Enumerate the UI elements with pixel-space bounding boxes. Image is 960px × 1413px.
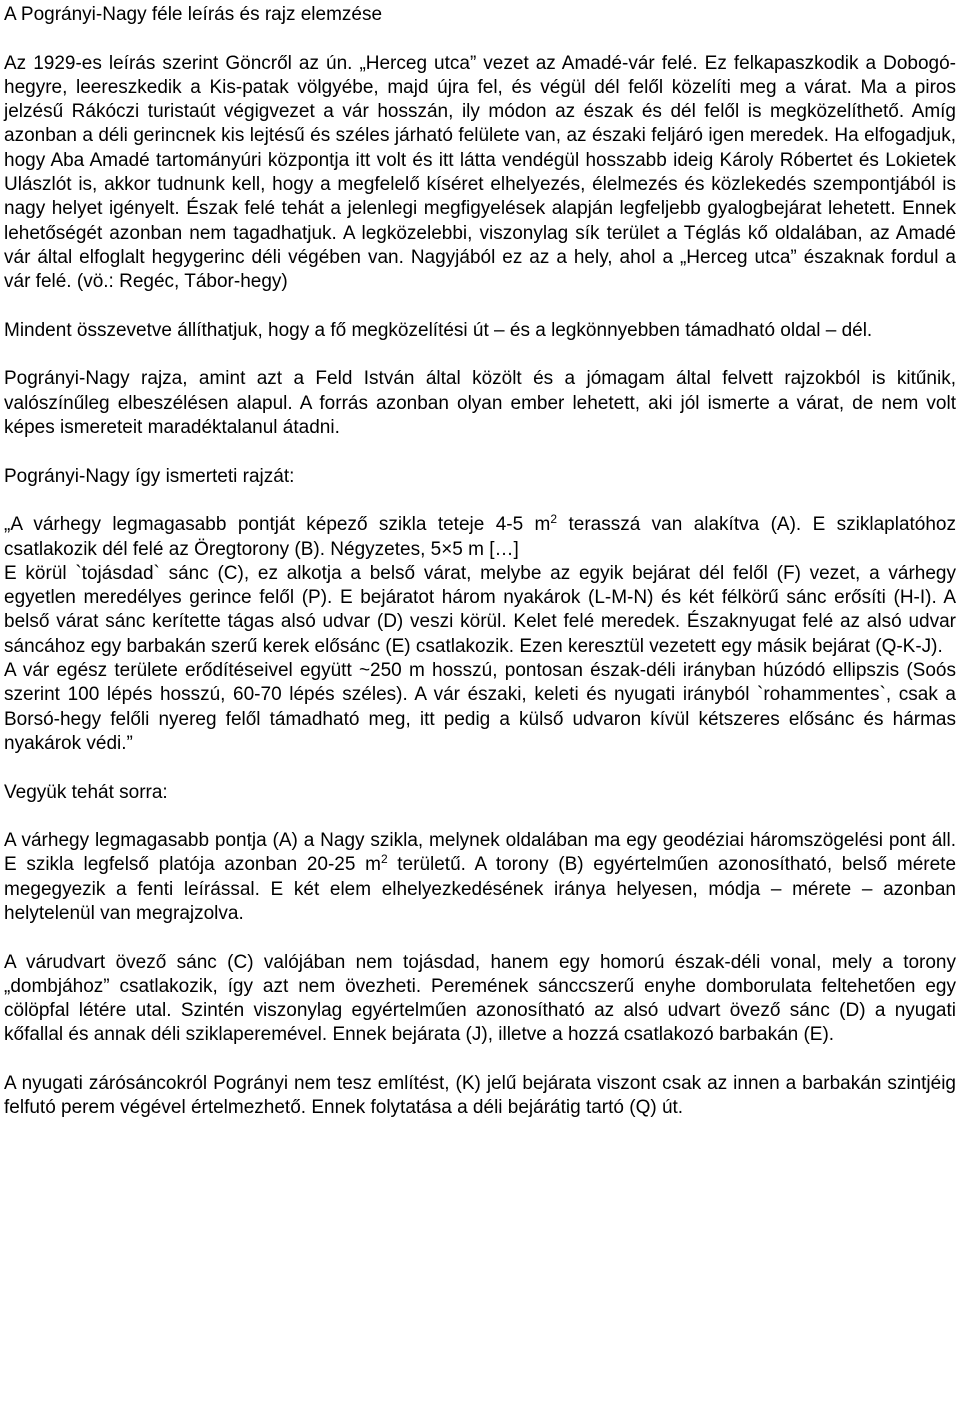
paragraph-quote-intro: Pogrányi-Nagy így ismerteti rajzát: [4,465,295,487]
analysis-text: A várhegy legmagasabb pontja (A) a Nagy szikla, melynek oldalában ma egy geodéziai háromszögelési pont áll. E szikla legfelső platója azonban 20-25 m [4,830,956,876]
quote-paragraph-1 [4,513,956,562]
document-title: A Pogrányi-Nagy féle leírás és rajz elemzése [4,4,383,25]
paragraph-analysis-k: A nyugati zárósáncokról Pogrányi nem tesz említést, (K) jelű bejárata viszont csak az innen a barbakán szintjéig felfutó perem végével értelmezhető. Ennek folytatása a déli bejárátig tartó (Q) út. [4,1073,956,1119]
quote-paragraph-2: E körül `tojásdad` sánc (C), ez alkotja a belső várat, melybe az egyik bejárat dél felől (F) vezet, a várhegy egyetlen meredélyes gerince felől (P). E bejáratot három nyakárok (L-M-N) és két félkörű sánc erősíti (H-I). A belső várat sánc kerítette tágas alsó udvar (D) veszi körül. Kelet felé meredek. Északnyugat felé az alsó udvar sáncához egy barbakán szerű kerek elősánc (E) csatlakozik. Ezen keresztül vezetett egy másik bejárat (Q-K-J). [4,562,956,657]
analysis-text: területű. A torony (B) egyértelműen azonosítható, belső mérete megegyezik a fenti leírással. E két elem elhelyezkedésének iránya helyesen, módja – mérete – azonban helytelenül van megrajzolva. [4,854,957,924]
spacer [4,343,956,367]
spacer [4,756,956,780]
superscript: 2 [550,512,558,527]
spacer [4,1048,956,1072]
paragraph-conclusion: Mindent összevetve állíthatjuk, hogy a fő megközelítési út – és a legkönnyebben támadható oldal – dél. [4,319,873,341]
spacer [4,489,956,513]
spacer [4,440,956,464]
spacer [4,27,956,51]
paragraph-herceg-utca: Az 1929-es leírás szerint Göncről az ún. „Herceg utca” vezet az Amadé-vár felé. Ez felkapaszkodik a Dobogó-hegyre, leereszkedik a Kis-patak völgyébe, majd újra fel, és végül dél felől közelíti meg a várat. Ma a piros jelzésű Rákóczi turistaút végigvezet a vár hosszán, ily módon az észak és dél felől is megközelíthető. Amíg azonban a déli gerincnek kis lejtésű és széles járható felülete van, az északi feljáró igen meredek. Ha elfogadjuk, hogy Aba Amadé tartományúri központja itt volt és itt látta vendégül hosszabb ideig Károly Róbertet és Lokietek Ulászlót is, akkor tudnunk kell, hogy a megfelelő kíséret elhelyezés, élelmezés és közlekedés szempontjából is nagy helyet igényelt. Észak felé tehát a jelenlegi megfigyelések alapján legfeljebb gyalogbejárat lehetett. Ennek lehetőségét azonban nem tagadhatjuk. A legközelebbi, viszonylag sík terület a Téglás kő oldalában, az Amadé vár által elfoglalt hegygerinc déli végében van. Nagyjából ez az a hely, ahol a „Herceg utca” északnak fordul a vár felé. (vö.: Regéc, Tábor-hegy) [4,52,956,293]
paragraph-lets-see: Vegyük tehát sorra: [4,781,168,803]
quote-text: terasszá van alakítva (A). E sziklaplatóhoz csatlakozik dél felé az Öregtorony (B). Négyzetes, 5×5 m […] [4,514,956,560]
spacer [4,926,956,950]
spacer [4,295,956,319]
quote-block [4,513,956,756]
quote-paragraph-3: A vár egész területe erődítéseivel együtt ~250 m hosszú, pontosan észak-déli irányban húzódó ellipszis (Soós szerint 100 lépés hosszú, 60-70 lépés széles). A vár északi, keleti és nyugati irányból `rohammentes`, csak a Borsó-hegy felőli nyereg felől támadható meg, itt pedig a külső udvaron kívül kétszeres elősánc és hármas nyakárok védi.” [4,660,956,754]
paragraph-drawing-source: Pogrányi-Nagy rajza, amint azt a Feld István által közölt és a jómagam által felvett rajzokból is kitűnik, valószínűleg elbeszélésen alapul. A forrás azonban olyan ember lehetett, aki jól ismerte a várat, de nem volt képes ismereteit maradéktalanul átadni. [4,368,956,439]
paragraph-analysis-a [4,829,956,926]
superscript: 2 [380,852,388,867]
quote-text: „A várhegy legmagasabb pontját képező szikla teteje 4-5 m [4,514,551,536]
spacer [4,805,956,829]
paragraph-analysis-c: A várudvart övező sánc (C) valójában nem tojásdad, hanem egy homorú észak-déli vonal, mely a torony „dombjához” csatlakozik, így azt nem övezheti. Peremének sánccszerű enyhe domborulata feltehetően egy cölöpfal létére utal. Szintén viszonylag egyértelműen azonosítható az alsó udvart övező sánc (D) a nyugati kőfallal és annak déli sziklaperemével. Ennek bejárata (J), illetve a hozzá csatlakozó barbakán (E). [4,951,956,1046]
